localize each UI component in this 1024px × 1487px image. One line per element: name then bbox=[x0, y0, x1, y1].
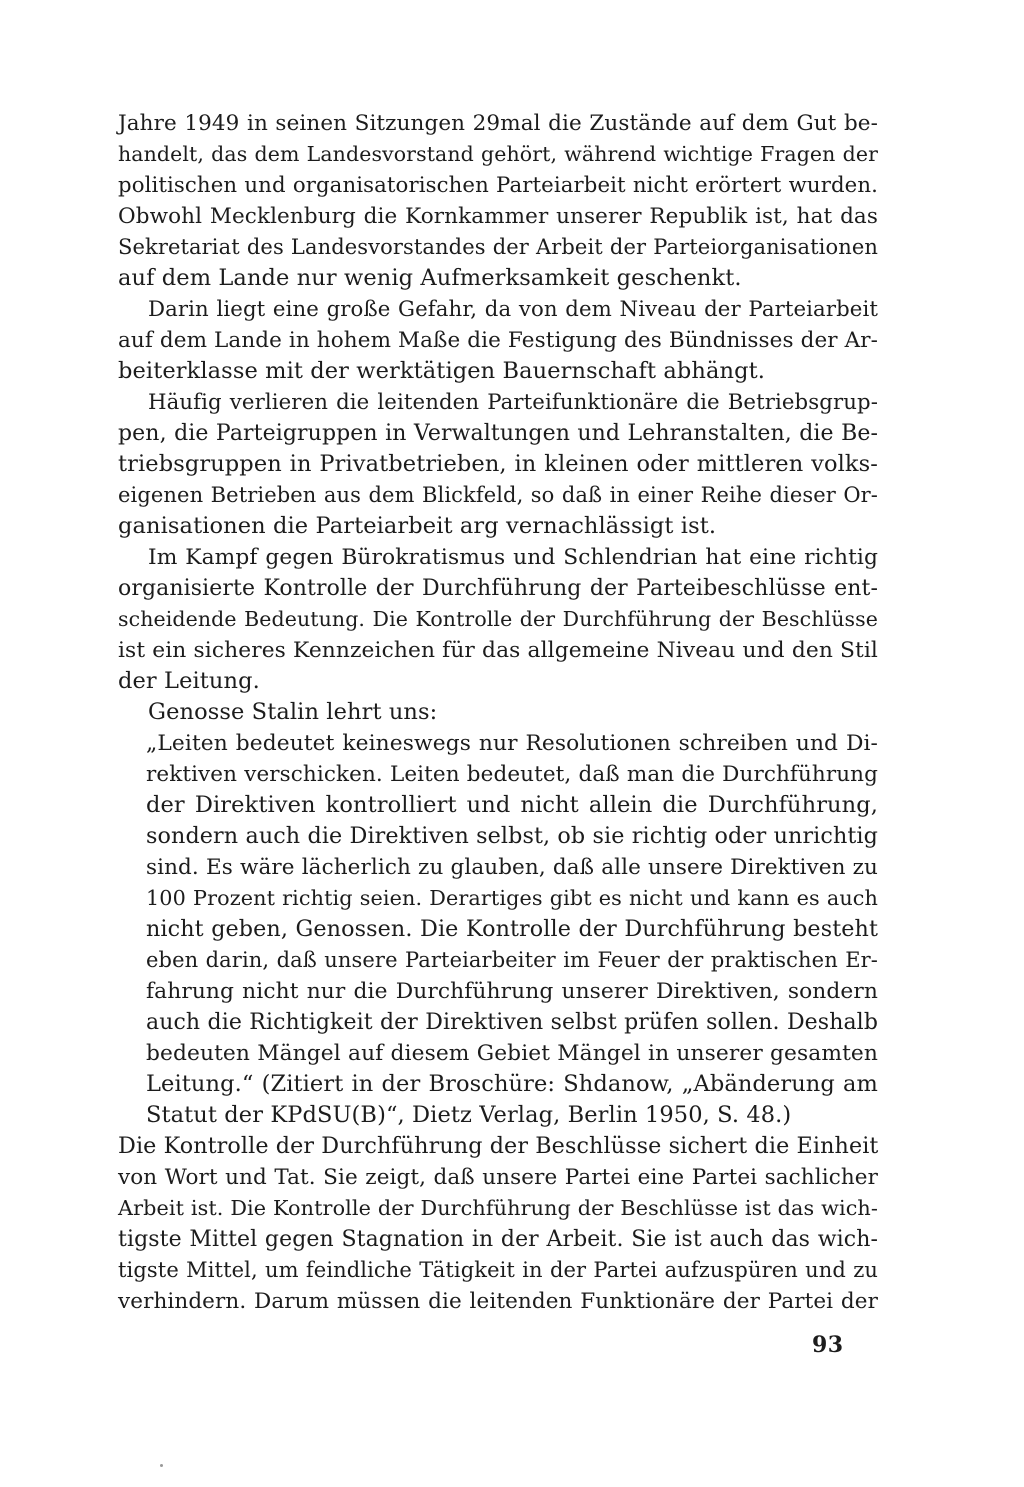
paper-speck bbox=[160, 1464, 163, 1467]
text-line: Arbeit ist. Die Kontrolle der Durchführung der Beschlüsse ist das wich- bbox=[118, 1196, 878, 1220]
text-line: politischen und organisatorischen Parteiarbeit nicht erörtert wurden. bbox=[118, 173, 878, 198]
quote-line: „Leiten bedeutet keineswegs nur Resolutionen schreiben und Di- bbox=[146, 731, 878, 756]
body-text bbox=[118, 108, 878, 1317]
text-line: organisierte Kontrolle der Durchführung der Parteibeschlüsse ent- bbox=[118, 576, 878, 601]
text-line: ist ein sicheres Kennzeichen für das allgemeine Niveau und den Stil bbox=[118, 638, 878, 663]
text-line: Sekretariat des Landesvorstandes der Arbeit der Parteiorganisationen bbox=[118, 235, 878, 259]
quote-line: sondern auch die Direktiven selbst, ob sie richtig oder unrichtig bbox=[146, 823, 878, 849]
quote-line: bedeuten Mängel auf diesem Gebiet Mängel in unserer gesamten bbox=[146, 1041, 878, 1066]
text-line: ganisationen die Parteiarbeit arg vernachlässigt ist. bbox=[118, 513, 717, 539]
text-line: scheidende Bedeutung. Die Kontrolle der Durchführung der Beschlüsse bbox=[118, 607, 878, 631]
page-number: 93 bbox=[812, 1332, 844, 1358]
text-line: der Leitung. bbox=[118, 668, 260, 694]
quotation bbox=[118, 728, 878, 1131]
text-line: Häufig verlieren die leitenden Parteifunktionäre die Betriebsgrup- bbox=[148, 390, 878, 415]
text-line: triebsgruppen in Privatbetrieben, in kleinen oder mittleren volks- bbox=[118, 451, 878, 477]
text-line: Darin liegt eine große Gefahr, da von dem Niveau der Parteiarbeit bbox=[148, 297, 878, 322]
quote-line: der Direktiven kontrolliert und nicht allein die Durchführung, bbox=[146, 792, 878, 818]
text-line: von Wort und Tat. Sie zeigt, daß unsere Partei eine Partei sachlicher bbox=[118, 1165, 878, 1190]
text-line: Genosse Stalin lehrt uns: bbox=[148, 699, 438, 725]
quote-line: sind. Es wäre lächerlich zu glauben, daß alle unsere Direktiven zu bbox=[146, 855, 878, 880]
text-line: verhindern. Darum müssen die leitenden Funktionäre der Partei der bbox=[118, 1289, 878, 1314]
quote-line: fahrung nicht nur die Durchführung unserer Direktiven, sondern bbox=[146, 979, 878, 1004]
paragraph-7 bbox=[118, 1131, 878, 1317]
text-line: pen, die Parteigruppen in Verwaltungen und Lehranstalten, die Be- bbox=[118, 421, 878, 446]
paragraph-5 bbox=[118, 697, 878, 728]
text-line: tigste Mittel gegen Stagnation in der Arbeit. Sie ist auch das wich- bbox=[118, 1227, 878, 1252]
text-line: beiterklasse mit der werktätigen Bauernschaft abhängt. bbox=[118, 358, 765, 384]
quote-line: Statut der KPdSU(B)“, Dietz Verlag, Berlin 1950, S. 48.) bbox=[146, 1102, 792, 1128]
text-line: tigste Mittel, um feindliche Tätigkeit in der Partei aufzuspüren und zu bbox=[118, 1258, 878, 1282]
text-line: Obwohl Mecklenburg die Kornkammer unserer Republik ist, hat das bbox=[118, 204, 878, 229]
text-line: eigenen Betrieben aus dem Blickfeld, so daß in einer Reihe dieser Or- bbox=[118, 483, 878, 507]
quote-line: Leitung.“ (Zitiert in der Broschüre: Shdanow, „Abänderung am bbox=[146, 1071, 878, 1097]
paragraph-1 bbox=[118, 108, 878, 294]
text-line: auf dem Lande in hohem Maße die Festigung des Bündnisses der Ar- bbox=[118, 328, 878, 353]
text-line: auf dem Lande nur wenig Aufmerksamkeit geschenkt. bbox=[118, 265, 742, 291]
text-line: Die Kontrolle der Durchführung der Beschlüsse sichert die Einheit bbox=[118, 1133, 879, 1159]
quote-line: nicht geben, Genossen. Die Kontrolle der Durchführung besteht bbox=[146, 916, 878, 942]
quote-line: 100 Prozent richtig seien. Derartiges gibt es nicht und kann es auch bbox=[146, 886, 878, 910]
paragraph-4 bbox=[118, 542, 878, 697]
paragraph-2 bbox=[118, 294, 878, 387]
quote-line: auch die Richtigkeit der Direktiven selbst prüfen sollen. Deshalb bbox=[146, 1010, 878, 1035]
quote-line: eben darin, daß unsere Parteiarbeiter im Feuer der praktischen Er- bbox=[146, 948, 878, 972]
paragraph-3 bbox=[118, 387, 878, 542]
quote-line: rektiven verschicken. Leiten bedeutet, daß man die Durchführung bbox=[146, 762, 878, 787]
text-line: Jahre 1949 in seinen Sitzungen 29mal die Zustände auf dem Gut be- bbox=[118, 111, 878, 136]
text-line: Im Kampf gegen Bürokratismus und Schlendrian hat eine richtig bbox=[148, 545, 878, 570]
text-line: handelt, das dem Landesvorstand gehört, während wichtige Fragen der bbox=[118, 142, 878, 166]
